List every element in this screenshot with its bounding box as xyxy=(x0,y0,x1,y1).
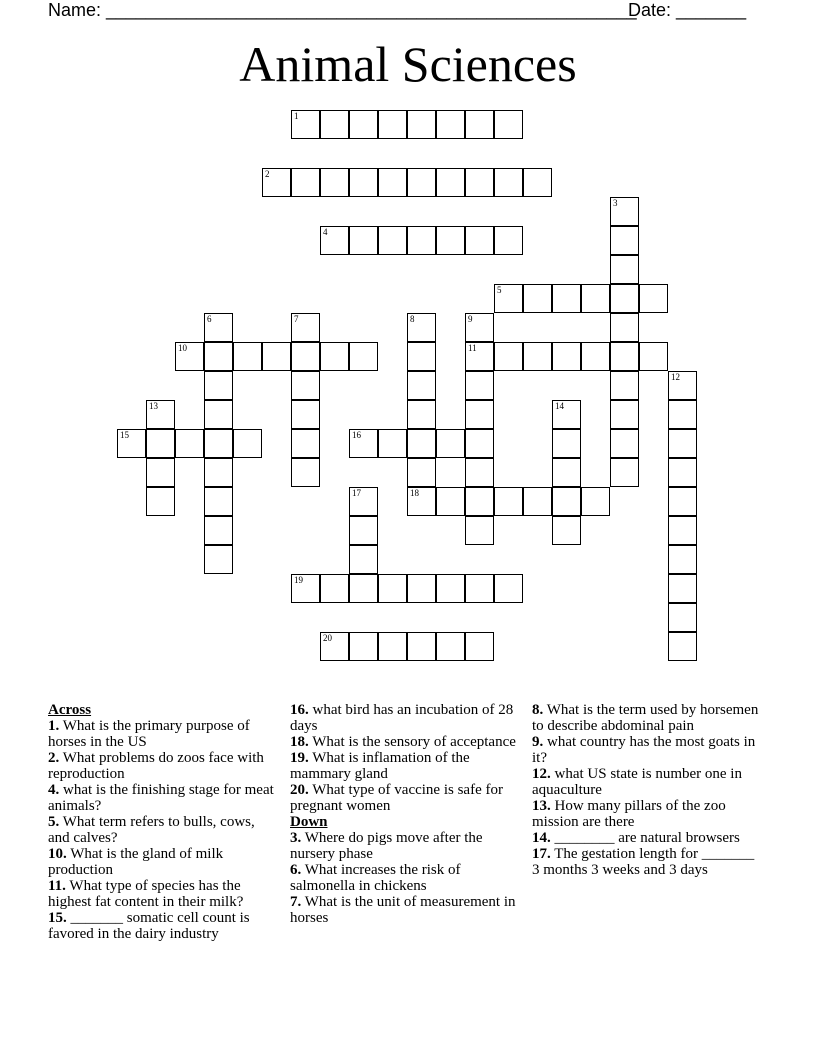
down-clue-list-continued xyxy=(532,702,762,878)
crossword-cell[interactable] xyxy=(465,342,494,371)
clue-number-label: 3. xyxy=(290,830,302,846)
crossword-cell[interactable] xyxy=(668,545,697,574)
across-heading: Across xyxy=(48,702,92,718)
crossword-cell[interactable] xyxy=(494,487,523,516)
clue-number: 11 xyxy=(468,343,477,353)
crossword-cell[interactable] xyxy=(146,458,175,487)
clue-number: 10 xyxy=(178,343,187,353)
crossword-cell[interactable] xyxy=(320,632,349,661)
clue-number: 18 xyxy=(410,488,419,498)
clue-text: The gestation length for _______ 3 months 3 weeks and 3 days xyxy=(532,846,755,878)
crossword-cell[interactable] xyxy=(320,574,349,603)
crossword-cell[interactable] xyxy=(320,110,349,139)
crossword-cell[interactable] xyxy=(407,400,436,429)
crossword-cell[interactable] xyxy=(610,429,639,458)
crossword-cell[interactable] xyxy=(146,487,175,516)
crossword-cell[interactable] xyxy=(668,429,697,458)
crossword-cell[interactable] xyxy=(407,487,436,516)
crossword-cell[interactable] xyxy=(262,342,291,371)
clue-number-label: 7. xyxy=(290,894,302,910)
clue-number-label: 13. xyxy=(532,798,551,814)
clue-number-label: 5. xyxy=(48,814,60,830)
down-clue-list xyxy=(290,830,518,926)
crossword-cell[interactable] xyxy=(204,516,233,545)
clue-text: what US state is number one in aquaculture xyxy=(532,766,742,798)
clue-text: What is inflamation of the mammary gland xyxy=(290,750,470,782)
clue-item xyxy=(48,814,274,846)
crossword-cell[interactable] xyxy=(291,371,320,400)
clue-item xyxy=(48,718,274,750)
clue-number: 8 xyxy=(410,314,415,324)
crossword-cell[interactable] xyxy=(581,487,610,516)
clue-item xyxy=(48,910,274,942)
crossword-cell[interactable] xyxy=(465,632,494,661)
clue-number-label: 4. xyxy=(48,782,60,798)
crossword-cell[interactable] xyxy=(668,458,697,487)
crossword-cell[interactable] xyxy=(349,632,378,661)
clue-item xyxy=(290,750,518,782)
down-heading: Down xyxy=(290,814,328,830)
crossword-cell[interactable] xyxy=(407,226,436,255)
crossword-cell[interactable] xyxy=(465,371,494,400)
crossword-cell[interactable] xyxy=(349,545,378,574)
clue-number: 2 xyxy=(265,169,270,179)
clue-text: what country has the most goats in it? xyxy=(532,734,756,766)
crossword-cell[interactable] xyxy=(668,632,697,661)
clue-number: 5 xyxy=(497,285,502,295)
crossword-cell[interactable] xyxy=(436,226,465,255)
crossword-cell[interactable] xyxy=(610,226,639,255)
crossword-cell[interactable] xyxy=(610,400,639,429)
crossword-cell[interactable] xyxy=(204,400,233,429)
crossword-cell[interactable] xyxy=(291,168,320,197)
crossword-cell[interactable] xyxy=(465,429,494,458)
clue-item xyxy=(532,734,762,766)
crossword-cell[interactable] xyxy=(668,574,697,603)
crossword-cell[interactable] xyxy=(291,342,320,371)
crossword-cell[interactable] xyxy=(378,110,407,139)
crossword-cell[interactable] xyxy=(407,110,436,139)
crossword-cell[interactable] xyxy=(407,632,436,661)
crossword-cell[interactable] xyxy=(668,516,697,545)
crossword-cell[interactable] xyxy=(552,458,581,487)
crossword-cell[interactable] xyxy=(465,458,494,487)
clue-text: What is the unit of measurement in horses xyxy=(290,894,516,926)
crossword-cell[interactable] xyxy=(320,168,349,197)
clue-text: What is the term used by horsemen to describe abdominal pain xyxy=(532,702,759,734)
clue-item xyxy=(532,766,762,798)
crossword-cell[interactable] xyxy=(465,168,494,197)
clue-number-label: 15. xyxy=(48,910,67,926)
name-field[interactable]: Name: _____________________________________________________ xyxy=(48,0,637,20)
clue-item xyxy=(532,798,762,830)
clue-text: What is the primary purpose of horses in the US xyxy=(48,718,250,750)
crossword-cell[interactable] xyxy=(349,342,378,371)
clue-item xyxy=(532,846,762,878)
crossword-cell[interactable] xyxy=(494,110,523,139)
clue-number-label: 11. xyxy=(48,878,66,894)
crossword-cell[interactable] xyxy=(523,342,552,371)
clue-number-label: 10. xyxy=(48,846,67,862)
clue-number-label: 8. xyxy=(532,702,544,718)
crossword-cell[interactable] xyxy=(349,487,378,516)
page-title: Animal Sciences xyxy=(239,36,577,92)
crossword-cell[interactable] xyxy=(407,342,436,371)
clue-number: 14 xyxy=(555,401,564,411)
crossword-cell[interactable] xyxy=(378,168,407,197)
clue-number-label: 16. xyxy=(290,702,309,718)
crossword-cell[interactable] xyxy=(175,342,204,371)
crossword-cell[interactable] xyxy=(436,429,465,458)
crossword-cell[interactable] xyxy=(349,168,378,197)
crossword-cell[interactable] xyxy=(639,342,668,371)
clue-number: 15 xyxy=(120,430,129,440)
date-field[interactable]: Date: _______ xyxy=(628,0,747,20)
crossword-cell[interactable] xyxy=(262,168,291,197)
clue-number: 3 xyxy=(613,198,618,208)
crossword-cell[interactable] xyxy=(436,110,465,139)
crossword-cell[interactable] xyxy=(610,458,639,487)
crossword-cell[interactable] xyxy=(552,429,581,458)
clue-number: 6 xyxy=(207,314,212,324)
clue-item xyxy=(532,702,762,734)
crossword-cell[interactable] xyxy=(610,371,639,400)
crossword-cell[interactable] xyxy=(204,545,233,574)
crossword-cell[interactable] xyxy=(494,284,523,313)
crossword-cell[interactable] xyxy=(320,226,349,255)
clue-number-label: 12. xyxy=(532,766,551,782)
clue-number: 12 xyxy=(671,372,680,382)
crossword-cell[interactable] xyxy=(436,632,465,661)
crossword-cell[interactable] xyxy=(291,313,320,342)
crossword-cell[interactable] xyxy=(581,284,610,313)
crossword-cell[interactable] xyxy=(552,342,581,371)
crossword-cell[interactable] xyxy=(436,168,465,197)
across-clue-list xyxy=(48,718,274,942)
crossword-cell[interactable] xyxy=(175,429,204,458)
crossword-cell[interactable] xyxy=(378,429,407,458)
clue-text: Where do pigs move after the nursery phase xyxy=(290,830,483,862)
crossword-cell[interactable] xyxy=(465,110,494,139)
clue-number: 13 xyxy=(149,401,158,411)
clue-text: What is the gland of milk production xyxy=(48,846,224,878)
crossword-cell[interactable] xyxy=(552,400,581,429)
crossword-cell[interactable] xyxy=(552,516,581,545)
crossword-cell[interactable] xyxy=(610,284,639,313)
clue-number: 9 xyxy=(468,314,473,324)
crossword-cell[interactable] xyxy=(639,284,668,313)
clue-number: 19 xyxy=(294,575,303,585)
crossword-cell[interactable] xyxy=(523,487,552,516)
clue-text: What term refers to bulls, cows, and calves? xyxy=(48,814,255,846)
crossword-cell[interactable] xyxy=(378,632,407,661)
crossword-cell[interactable] xyxy=(494,342,523,371)
crossword-cell[interactable] xyxy=(668,400,697,429)
crossword-cell[interactable] xyxy=(523,284,552,313)
clue-item xyxy=(290,734,518,750)
crossword-cell[interactable] xyxy=(668,603,697,632)
crossword-cell[interactable] xyxy=(494,574,523,603)
clue-number-label: 14. xyxy=(532,830,551,846)
crossword-cell[interactable] xyxy=(668,371,697,400)
crossword-cell[interactable] xyxy=(349,516,378,545)
crossword-cell[interactable] xyxy=(407,168,436,197)
crossword-cell[interactable] xyxy=(204,371,233,400)
clue-item xyxy=(532,830,762,846)
clue-item xyxy=(48,782,274,814)
clue-item xyxy=(48,846,274,878)
crossword-cell[interactable] xyxy=(465,226,494,255)
clue-text: What problems do zoos face with reproduction xyxy=(48,750,264,782)
clues-column-1 xyxy=(48,702,274,942)
clue-text: What is the sensory of acceptance xyxy=(308,734,516,750)
clue-number-label: 6. xyxy=(290,862,302,878)
clue-number: 16 xyxy=(352,430,361,440)
crossword-cell[interactable] xyxy=(407,458,436,487)
clue-number: 7 xyxy=(294,314,299,324)
crossword-cell[interactable] xyxy=(349,429,378,458)
crossword-cell[interactable] xyxy=(320,342,349,371)
clue-text: ________ are natural browsers xyxy=(550,830,740,846)
crossword-cell[interactable] xyxy=(494,226,523,255)
clues-column-2 xyxy=(290,702,518,926)
crossword-cell[interactable] xyxy=(552,284,581,313)
crossword-cell[interactable] xyxy=(668,487,697,516)
crossword-cell[interactable] xyxy=(523,168,552,197)
clue-number: 1 xyxy=(294,111,299,121)
crossword-cell[interactable] xyxy=(552,487,581,516)
clue-number-label: 1. xyxy=(48,718,60,734)
clues-column-3 xyxy=(532,702,762,878)
crossword-cell[interactable] xyxy=(378,574,407,603)
crossword-cell[interactable] xyxy=(610,313,639,342)
crossword-cell[interactable] xyxy=(581,342,610,371)
crossword-cell[interactable] xyxy=(465,313,494,342)
clue-item xyxy=(290,782,518,814)
clue-item xyxy=(290,830,518,862)
clue-text: What type of species has the highest fat content in their milk? xyxy=(48,878,244,910)
crossword-cell[interactable] xyxy=(204,487,233,516)
crossword-cell[interactable] xyxy=(610,255,639,284)
clue-number-label: 17. xyxy=(532,846,551,862)
across-clue-list-continued xyxy=(290,702,518,814)
crossword-cell[interactable] xyxy=(465,574,494,603)
clue-number-label: 19. xyxy=(290,750,309,766)
crossword-cell[interactable] xyxy=(233,429,262,458)
clue-number-label: 20. xyxy=(290,782,309,798)
clue-number-label: 2. xyxy=(48,750,60,766)
crossword-cell[interactable] xyxy=(291,110,320,139)
crossword-cell[interactable] xyxy=(465,400,494,429)
clue-text: what is the finishing stage for meat animals? xyxy=(48,782,274,814)
crossword-cell[interactable] xyxy=(407,313,436,342)
clue-text: what bird has an incubation of 28 days xyxy=(290,702,514,734)
crossword-cell[interactable] xyxy=(436,487,465,516)
crossword-cell[interactable] xyxy=(349,574,378,603)
clue-item xyxy=(290,862,518,894)
crossword-cell[interactable] xyxy=(117,429,146,458)
crossword-cell[interactable] xyxy=(349,226,378,255)
crossword-cell[interactable] xyxy=(291,458,320,487)
crossword-cell[interactable] xyxy=(291,400,320,429)
crossword-cell[interactable] xyxy=(291,429,320,458)
crossword-cell[interactable] xyxy=(146,400,175,429)
crossword-cell[interactable] xyxy=(291,574,320,603)
crossword-cell[interactable] xyxy=(610,197,639,226)
crossword-cell[interactable] xyxy=(204,342,233,371)
clue-number-label: 9. xyxy=(532,734,544,750)
crossword-cell[interactable] xyxy=(465,516,494,545)
crossword-cell[interactable] xyxy=(349,110,378,139)
clue-item xyxy=(290,894,518,926)
clue-text: _______ somatic cell count is favored in the dairy industry xyxy=(48,910,250,942)
clue-item xyxy=(48,878,274,910)
clue-number: 17 xyxy=(352,488,361,498)
clue-number: 20 xyxy=(323,633,332,643)
crossword-cell[interactable] xyxy=(407,574,436,603)
clue-text: What type of vaccine is safe for pregnant women xyxy=(290,782,503,814)
crossword-cell[interactable] xyxy=(407,371,436,400)
crossword-cell[interactable] xyxy=(610,342,639,371)
crossword-cell[interactable] xyxy=(378,226,407,255)
clue-text: What increases the risk of salmonella in chickens xyxy=(290,862,461,894)
crossword-cell[interactable] xyxy=(494,168,523,197)
crossword-cell[interactable] xyxy=(146,429,175,458)
crossword-cell[interactable] xyxy=(436,574,465,603)
crossword-cell[interactable] xyxy=(204,313,233,342)
crossword-cell[interactable] xyxy=(204,429,233,458)
crossword-cell[interactable] xyxy=(233,342,262,371)
clue-item xyxy=(290,702,518,734)
clue-text: How many pillars of the zoo mission are there xyxy=(532,798,726,830)
clue-number-label: 18. xyxy=(290,734,309,750)
clue-number: 4 xyxy=(323,227,328,237)
crossword-cell[interactable] xyxy=(465,487,494,516)
crossword-cell[interactable] xyxy=(204,458,233,487)
clue-item xyxy=(48,750,274,782)
crossword-cell[interactable] xyxy=(407,429,436,458)
